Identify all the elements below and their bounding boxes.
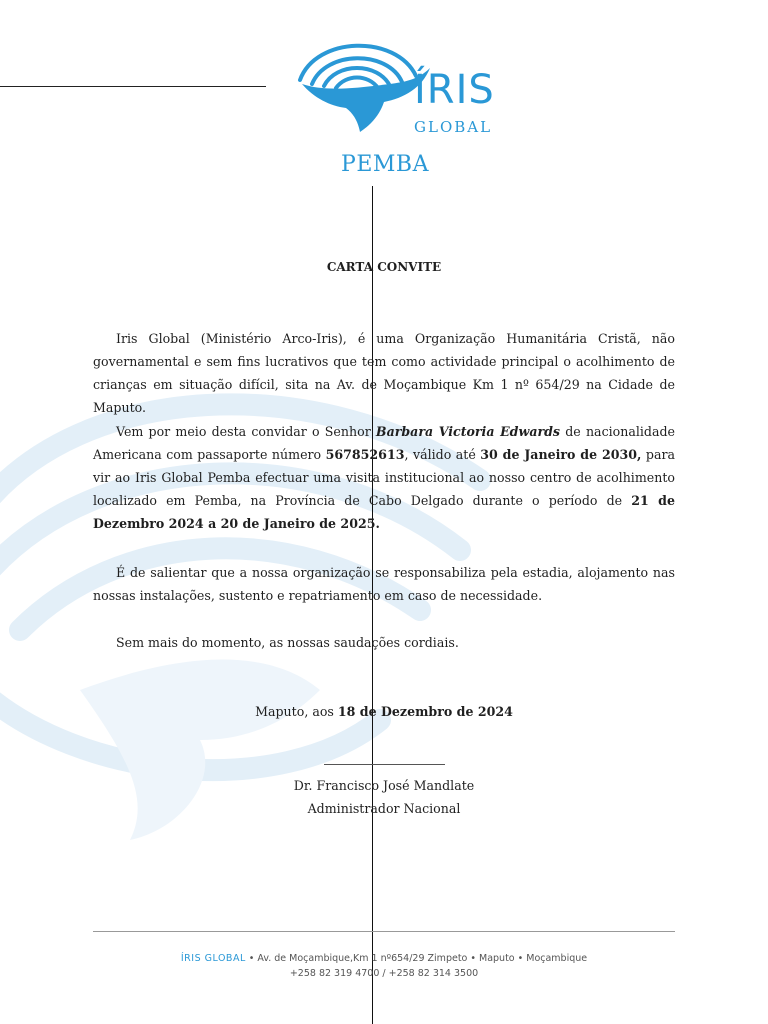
visit-period: 21 de Dezembro 2024 a 20 de Janeiro de 2025.: [93, 493, 676, 531]
p2-text-a: Vem por meio desta convidar o Senhor: [116, 424, 376, 439]
p2-text-c: , válido até: [404, 447, 481, 462]
signature-line: [324, 764, 445, 765]
paragraph-4-text: Sem mais do momento, as nossas saudações cordiais.: [116, 635, 459, 650]
header-rule: [0, 86, 266, 87]
invitee-name: Barbara Victoria Edwards: [375, 424, 561, 439]
footer: [0, 951, 768, 981]
place-prefix: Maputo, aos: [255, 704, 338, 719]
footer-rule: [93, 931, 675, 932]
location-heading: [0, 152, 768, 177]
footer-phones: +258 82 319 4700 / +258 82 314 3500: [289, 968, 479, 979]
letter-date: 18 de Dezembro de 2024: [337, 704, 513, 719]
paragraph-1: [93, 327, 675, 419]
paragraph-3: [93, 561, 675, 607]
location-text: PEMBA: [341, 152, 429, 177]
signer-name: Dr. Francisco José Mandlate: [293, 778, 475, 793]
footer-address: • Av. de Moçambique,Km 1 nº654/29 Zimpeto • Maputo • Moçambique: [245, 953, 588, 964]
paragraph-2: [93, 420, 675, 535]
logo-subtext: GLOBAL: [414, 118, 493, 136]
paragraph-1-text: Iris Global (Ministério Arco-Iris), é uma Organização Humanitária Cristã, não governamental e sem fins lucrativos que tem como actividade principal o acolhimento de crianças em situação difícil, sita na Av. de Moçambique Km 1 nº 654/29 na Cidade de Maputo.: [93, 331, 675, 415]
paragraph-3-text: É de salientar que a nossa organização se responsabiliza pela estadia, alojamento nas nossas instalações, sustento e repatriamento em caso de necessidade.: [93, 565, 675, 603]
p2-text-d: para vir ao Iris Global Pemba efectuar uma visita institucional ao nosso centro de acolhimento localizado em Pemba, na Província de Cabo Delgado durante o período de: [93, 447, 675, 508]
signer-title: Administrador Nacional: [307, 801, 461, 816]
logo-wordmark: ÍRIS: [414, 67, 495, 113]
paragraph-4: [93, 631, 675, 654]
signature-block: [0, 774, 768, 820]
p2-text-b: de nacionalidade Americana com passaporte número: [93, 424, 675, 462]
place-date: [0, 704, 768, 719]
valid-until: 30 de Janeiro de 2030,: [480, 447, 642, 462]
footer-brand: ÍRIS GLOBAL: [180, 953, 246, 964]
letter-title: CARTA CONVITE: [326, 260, 442, 274]
passport-number: 567852613: [325, 447, 405, 462]
